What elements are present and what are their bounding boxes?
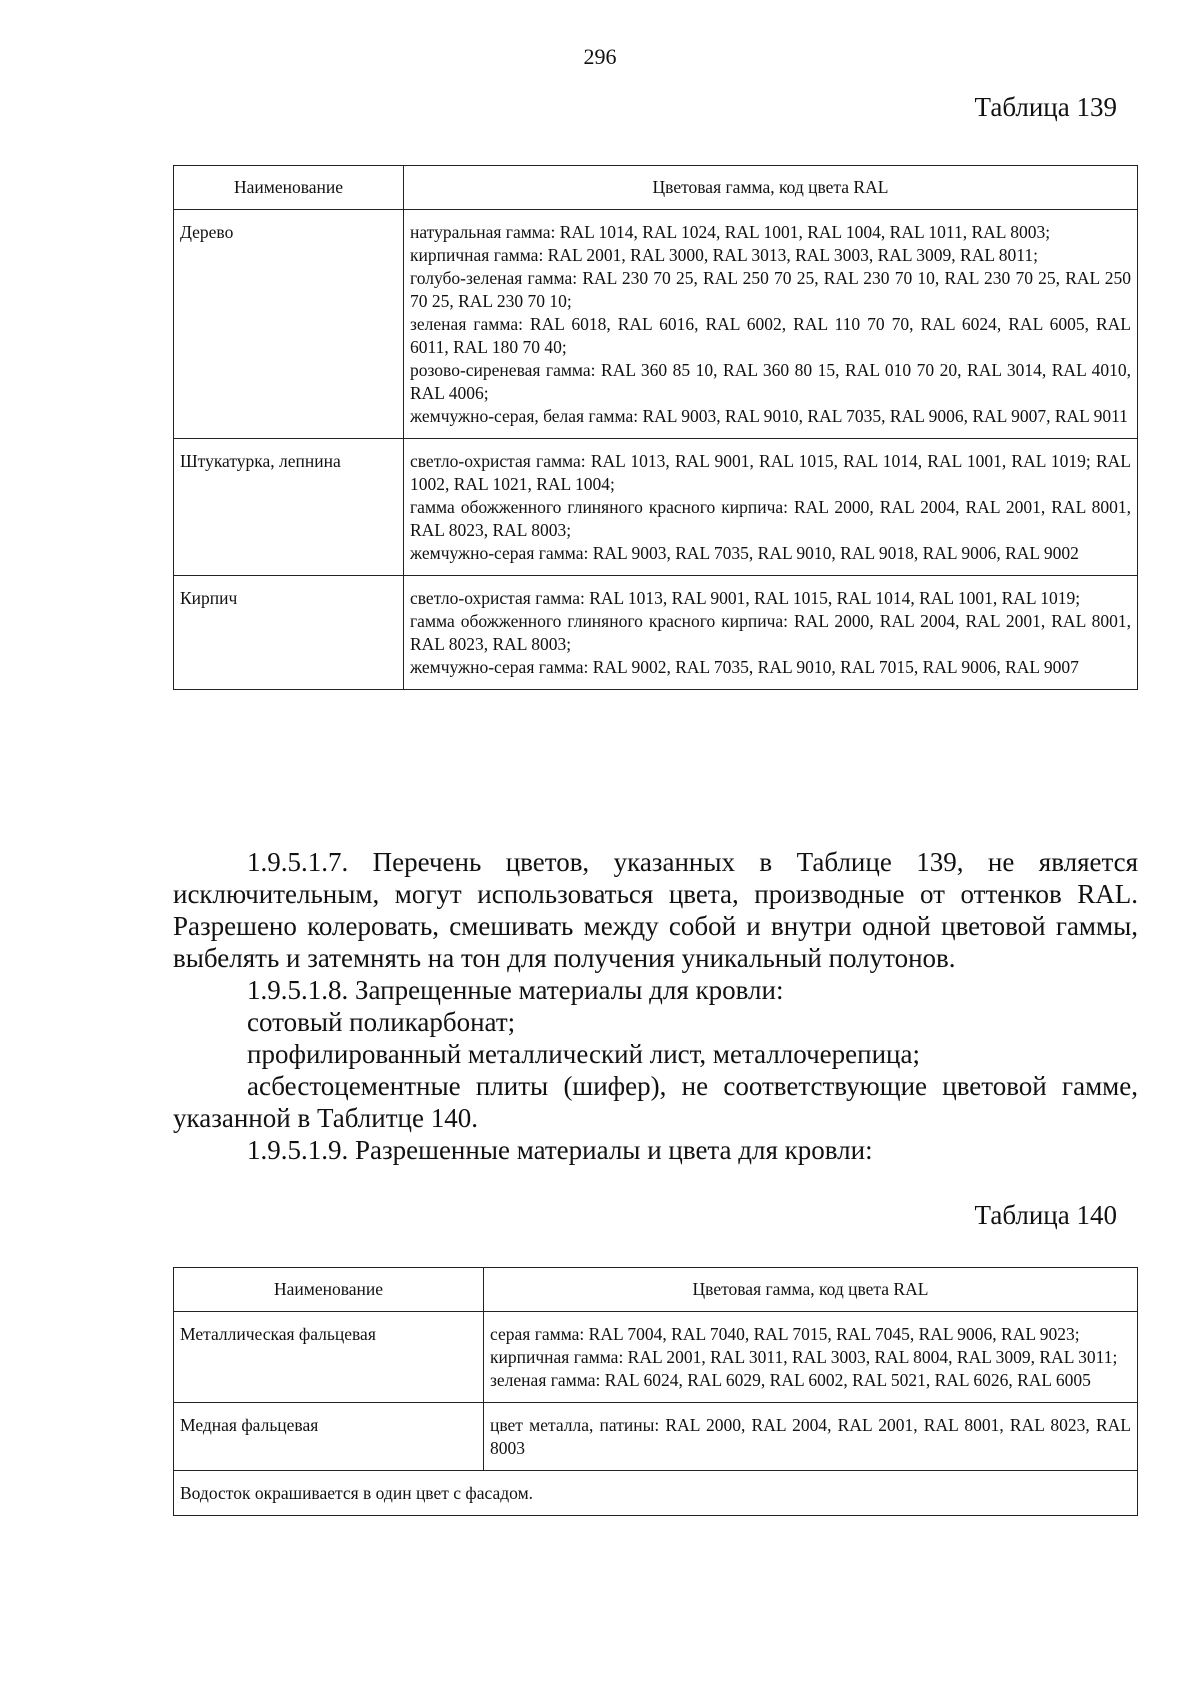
color-line: гамма обожженного глиняного красного кирпича: RAL 2000, RAL 2004, RAL 2001, RAL 8001, RAL 8023, RAL 8003;	[410, 611, 1131, 654]
page-number: 296	[583, 44, 617, 69]
row-name: Медная фальцевая	[174, 1403, 484, 1471]
table-row	[174, 576, 1138, 690]
paragraph: 1.9.5.1.7. Перечень цветов, указанных в Таблице 139, не является исключительным, могут использоваться цвета, производные от оттенков RAL. Разрешено колеровать, смешивать между собой и внутри одной цветовой гаммы, выбелять и затемнять на тон для получения уникальный полутонов.	[173, 847, 1138, 973]
paragraph: 1.9.5.1.8. Запрещенные материалы для кровли:	[247, 975, 784, 1005]
color-line: зеленая гамма: RAL 6024, RAL 6029, RAL 6002, RAL 5021, RAL 6026, RAL 6005	[490, 1370, 1091, 1390]
color-line: натуральная гамма: RAL 1014, RAL 1024, RAL 1001, RAL 1004, RAL 1011, RAL 8003;	[410, 222, 1051, 242]
color-line: жемчужно-серая, белая гамма: RAL 9003, RAL 9010, RAL 7035, RAL 9006, RAL 9007, RAL 9011	[410, 406, 1128, 426]
table-140-caption: Таблица 140	[974, 1200, 1117, 1230]
color-line: жемчужно-серая гамма: RAL 9002, RAL 7035, RAL 9010, RAL 7015, RAL 9006, RAL 9007	[410, 657, 1079, 677]
color-line: светло-охристая гамма: RAL 1013, RAL 9001, RAL 1015, RAL 1014, RAL 1001, RAL 1019; RAL 1002, RAL 1021, RAL 1004;	[410, 451, 1131, 494]
table-row	[174, 1403, 1138, 1471]
color-line: голубо-зеленая гамма: RAL 230 70 25, RAL 250 70 25, RAL 230 70 10, RAL 230 70 25, RAL 250 70 25, RAL 230 70 10;	[410, 268, 1131, 311]
color-line: светло-охристая гамма: RAL 1013, RAL 9001, RAL 1015, RAL 1014, RAL 1001, RAL 1019;	[410, 588, 1081, 608]
color-line: жемчужно-серая гамма: RAL 9003, RAL 7035, RAL 9010, RAL 9018, RAL 9006, RAL 9002	[410, 543, 1079, 563]
column-header-colors: Цветовая гамма, код цвета RAL	[404, 166, 1138, 210]
color-line: кирпичная гамма: RAL 2001, RAL 3000, RAL 3013, RAL 3003, RAL 3009, RAL 8011;	[410, 245, 1039, 265]
row-name: Штукатурка, лепнина	[174, 439, 404, 576]
color-line: кирпичная гамма: RAL 2001, RAL 3011, RAL 3003, RAL 8004, RAL 3009, RAL 3011;	[490, 1347, 1118, 1367]
table-header-row	[174, 1268, 1138, 1312]
row-name: Металлическая фальцевая	[174, 1312, 484, 1403]
body-text	[173, 846, 1138, 1166]
color-line: цвет металла, патины: RAL 2000, RAL 2004, RAL 2001, RAL 8001, RAL 8023, RAL 8003	[490, 1415, 1131, 1458]
row-colors	[484, 1403, 1138, 1471]
list-item: сотовый поликарбонат;	[247, 1007, 516, 1037]
list-item: асбестоцементные плиты (шифер), не соответствующие цветовой гамме, указанной в Таблитце 140.	[173, 1071, 1138, 1133]
table-139	[173, 165, 1138, 690]
table-footer-note: Водосток окрашивается в один цвет с фасадом.	[174, 1471, 1138, 1516]
table-header-row	[174, 166, 1138, 210]
table-140	[173, 1267, 1138, 1516]
list-item: профилированный металлический лист, металлочерепица;	[247, 1039, 920, 1069]
paragraph: 1.9.5.1.9. Разрешенные материалы и цвета для кровли:	[247, 1135, 873, 1165]
row-colors	[484, 1312, 1138, 1403]
row-name: Кирпич	[174, 576, 404, 690]
column-header-name: Наименование	[174, 166, 404, 210]
table-row	[174, 1312, 1138, 1403]
column-header-name: Наименование	[174, 1268, 484, 1312]
table-row	[174, 439, 1138, 576]
color-line: розово-сиреневая гамма: RAL 360 85 10, RAL 360 80 15, RAL 010 70 20, RAL 3014, RAL 4010, RAL 4006;	[410, 360, 1131, 403]
row-colors	[404, 576, 1138, 690]
color-line: зеленая гамма: RAL 6018, RAL 6016, RAL 6002, RAL 110 70 70, RAL 6024, RAL 6005, RAL 6011, RAL 180 70 40;	[410, 314, 1131, 357]
row-name: Дерево	[174, 210, 404, 439]
color-line: гамма обожженного глиняного красного кирпича: RAL 2000, RAL 2004, RAL 2001, RAL 8001, RAL 8023, RAL 8003;	[410, 497, 1131, 540]
color-line: серая гамма: RAL 7004, RAL 7040, RAL 7015, RAL 7045, RAL 9006, RAL 9023;	[490, 1324, 1080, 1344]
table-footer-row	[174, 1471, 1138, 1516]
table-row	[174, 210, 1138, 439]
column-header-colors: Цветовая гамма, код цвета RAL	[484, 1268, 1138, 1312]
row-colors	[404, 439, 1138, 576]
table-139-caption: Таблица 139	[974, 92, 1117, 122]
row-colors	[404, 210, 1138, 439]
